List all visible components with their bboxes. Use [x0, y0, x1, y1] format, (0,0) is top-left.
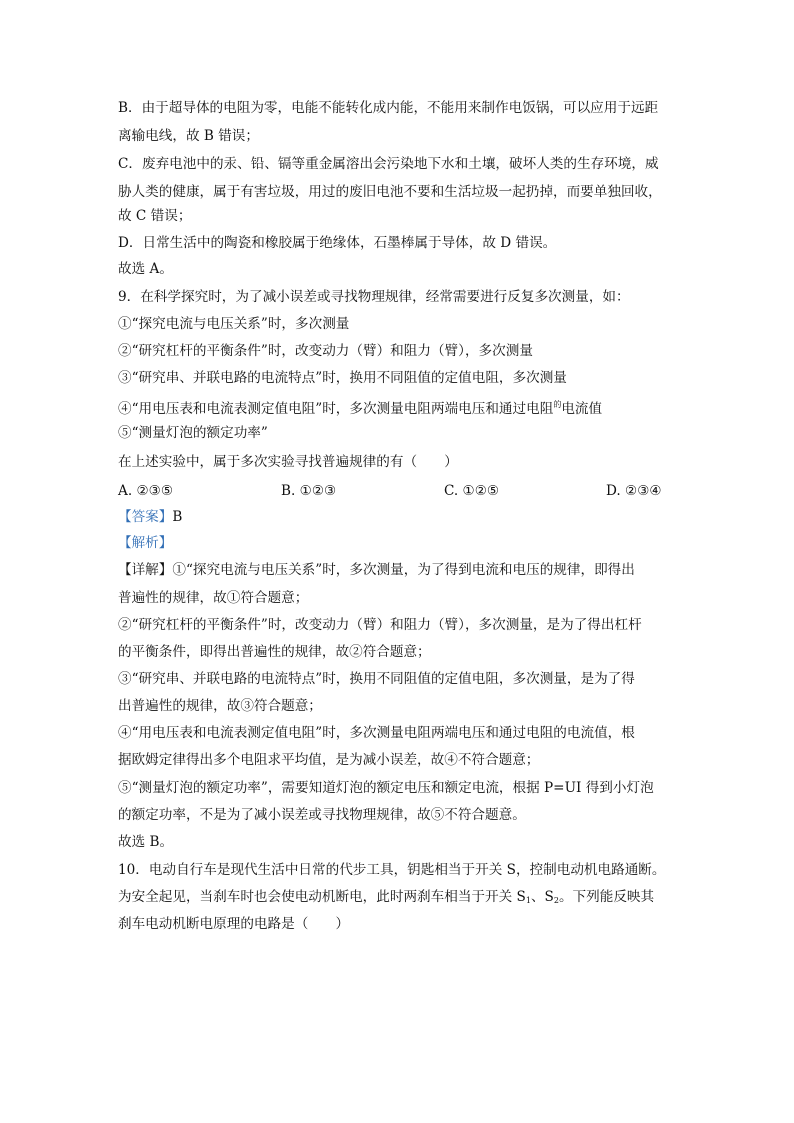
- q9-item-4-text-a: ④“用电压表和电流表测定值电阻”时，多次测量电阻两端电压和通过电阻: [118, 401, 554, 417]
- q9-answer: [118, 508, 182, 526]
- q9-detail-line10: 的额定功率，不是为了减小误差或寻找物理规律，故⑤不符合题意。: [118, 807, 526, 823]
- q9-detail-line9: ⑤“测量灯泡的额定功率”，需要知道灯泡的额定电压和额定电流，根据 P=UI 得到小灯泡: [118, 780, 654, 796]
- q10-line3: 刹车电动机断电原理的电路是（ ）: [118, 916, 350, 932]
- q9-option-b: B. ①②③: [281, 483, 337, 499]
- answer-label: 【答案】: [118, 509, 173, 525]
- q9-option-a: A. ②③⑤: [118, 483, 174, 499]
- conclusion-a: 故选 A。: [118, 261, 173, 277]
- switch-s2-subscript: 2: [553, 896, 559, 905]
- q9-detail-line8: 据欧姆定律得出多个电阻求平均值，是为减小误差，故④不符合题意；: [118, 752, 540, 768]
- q9-item-4-superscript: 的: [553, 400, 562, 409]
- q9-detail-line4: 的平衡条件，即得出普遍性的规律，故②符合题意；: [118, 644, 431, 660]
- q9-item-5: ⑤“测量灯泡的额定功率”: [118, 425, 268, 441]
- option-c-explanation-line3: 故 C 错误；: [118, 208, 192, 224]
- q10-line2-mid: 、S: [530, 889, 554, 905]
- q9-option-c: C. ①②⑤: [444, 483, 500, 499]
- q9-stem: 9．在科学探究时，为了减小误差或寻找物理规律，经常需要进行反复多次测量，如：: [118, 289, 630, 305]
- q9-item-1: ①“探究电流与电压关系”时，多次测量: [118, 316, 350, 332]
- q9-item-2: ②“研究杠杆的平衡条件”时，改变动力（臂）和阻力（臂），多次测量: [118, 343, 533, 359]
- q9-option-d: D. ②③④: [606, 483, 662, 499]
- detail-label: 【详解】: [118, 562, 173, 578]
- q9-detail-text1: ①“探究电流与电压关系”时，多次测量，为了得到电流和电压的规律，即得出: [172, 562, 635, 578]
- analysis-label: 【解析】: [118, 535, 173, 551]
- q9-detail-line2: 普遍性的规律，故①符合题意；: [118, 590, 309, 606]
- q9-detail-line6: 出普遍性的规律，故③符合题意；: [118, 698, 322, 714]
- option-b-explanation-line2: 离输电线，故 B 错误；: [118, 128, 259, 144]
- option-c-explanation-line2: 胁人类的健康，属于有害垃圾，用过的废旧电池不要和生活垃圾一起扔掉，而要单独回收，: [118, 184, 662, 200]
- option-b-explanation-line1: B．由于超导体的电阻为零，电能不能转化成内能，不能用来制作电饭锅，可以应用于远距: [118, 100, 659, 116]
- switch-s1-subscript: 1: [525, 896, 531, 905]
- q9-item-3: ③“研究串、并联电路的电流特点”时，换用不同阻值的定值电阻，多次测量: [118, 370, 567, 386]
- q10-line2: [118, 888, 654, 906]
- option-c-explanation-line1: C．废弃电池中的汞、铅、镉等重金属溶出会污染地下水和土壤，破坏人类的生存环境，威: [118, 156, 659, 172]
- q10-line2-text-a: 为安全起见，当刹车时也会使电动机断电，此时两刹车相当于开关 S: [118, 889, 526, 905]
- conclusion-b: 故选 B。: [118, 834, 174, 850]
- q10-line1: 10．电动自行车是现代生活中日常的代步工具，钥匙相当于开关 S，控制电动机电路通断。: [118, 862, 666, 878]
- q9-question: 在上述实验中，属于多次实验寻找普遍规律的有（ ）: [118, 454, 458, 470]
- q9-detail-line3: ②“研究杠杆的平衡条件”时，改变动力（臂）和阻力（臂），多次测量，是为了得出杠杆: [118, 617, 642, 633]
- q9-item-4-text-b: 电流值: [561, 401, 603, 417]
- q9-detail-line5: ③“研究串、并联电路的电流特点”时，换用不同阻值的定值电阻，多次测量，是为了得: [118, 671, 635, 687]
- q9-detail-line1: [118, 561, 635, 579]
- q9-item-4: [118, 400, 602, 420]
- q10-line2-text-b: 。下列能反映其: [558, 889, 655, 905]
- q9-detail-line7: ④“用电压表和电流表测定值电阻”时，多次测量电阻两端电压和通过电阻的电流值，根: [118, 725, 635, 741]
- option-d-explanation: D．日常生活中的陶瓷和橡胶属于绝缘体，石墨棒属于导体，故 D 错误。: [118, 235, 557, 251]
- answer-value: B: [172, 509, 183, 525]
